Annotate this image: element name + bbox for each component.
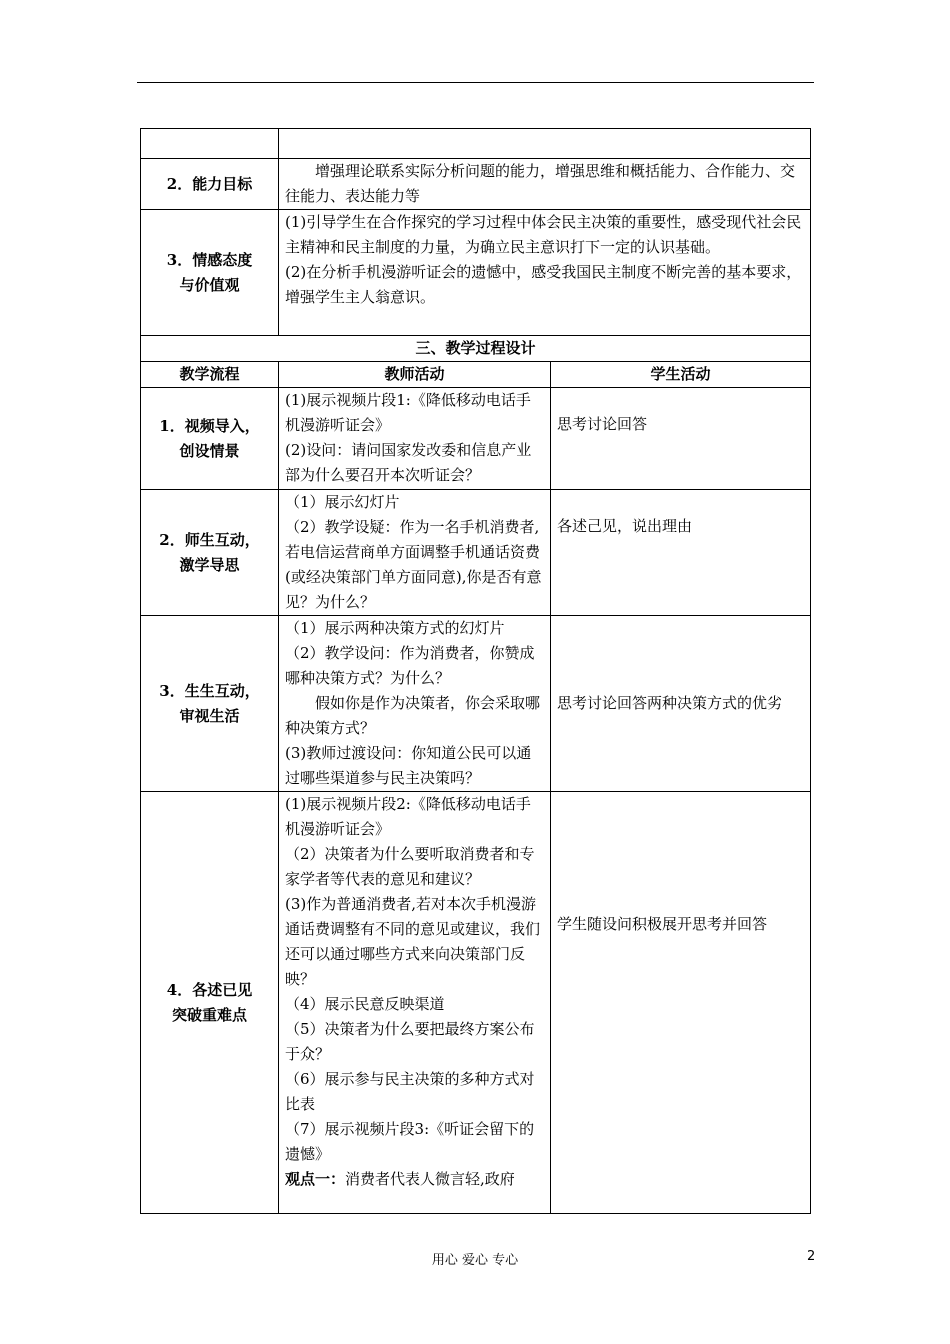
- header-student: 学生活动: [551, 362, 811, 388]
- table-header-row: [141, 362, 811, 388]
- section-title: 三、教学过程设计: [141, 336, 811, 362]
- empty-cell: [141, 129, 279, 159]
- table-row: [141, 129, 811, 159]
- viewpoint-text: 消费者代表人微言轻,政府: [345, 1170, 515, 1188]
- step-label: 2．师生互动， 激学导思: [141, 490, 279, 616]
- header-flow: 教学流程: [141, 362, 279, 388]
- header-rule: [137, 82, 814, 83]
- student-activity: 思考讨论回答两种决策方式的优劣: [551, 616, 811, 792]
- page-footer: 用心 爱心 专心: [431, 1253, 519, 1268]
- student-activity: 学生随设问积极展开思考并回答: [551, 792, 811, 1214]
- viewpoint-line: [285, 1167, 544, 1192]
- table-row: [141, 490, 811, 616]
- goal-label: 3．情感态度 与价值观: [141, 210, 279, 336]
- table-row: [141, 792, 811, 1214]
- header-teacher: 教师活动: [279, 362, 551, 388]
- table-row: [141, 210, 811, 336]
- table-row: [141, 159, 811, 210]
- page-number: 2: [807, 1249, 816, 1264]
- student-activity: 各述己见，说出理由: [551, 490, 811, 616]
- goal-content: (1)引导学生在合作探究的学习过程中体会民主决策的重要性，感受现代社会民主精神和民主制度的力量，为确立民主意识打下一定的认识基础。 (2)在分析手机漫游听证会的遗憾中，感受我国民主制度不断完善的基本要求，增强学生主人翁意识。: [279, 210, 811, 336]
- table-row: [141, 336, 811, 362]
- teacher-activity: （1）展示两种决策方式的幻灯片 （2）教学设问：作为消费者，你赞成哪种决策方式？为什么？ 假如你是作为决策者，你会采取哪种决策方式？ (3)教师过渡设问：你知道公民可以通过哪些渠道参与民主决策吗？: [279, 616, 551, 792]
- teacher-activity: (1)展示视频片段1:《降低移动电话手机漫游听证会》 (2)设问：请问国家发改委和信息产业部为什么要召开本次听证会？: [279, 388, 551, 490]
- step-label: 3．生生互动， 审视生活: [141, 616, 279, 792]
- goal-label: 2．能力目标: [141, 159, 279, 210]
- teacher-activity: （1）展示幻灯片 （2）教学设疑：作为一名手机消费者,若电信运营商单方面调整手机通话资费(或经决策部门单方面同意),你是否有意见？为什么？: [279, 490, 551, 616]
- goal-content: 增强理论联系实际分析问题的能力，增强思维和概括能力、合作能力、交往能力、表达能力等: [279, 159, 811, 210]
- step-label: 1．视频导入， 创设情景: [141, 388, 279, 490]
- teacher-activity: (1)展示视频片段2:《降低移动电话手机漫游听证会》 （2）决策者为什么要听取消费者和专家学者等代表的意见和建议？ (3)作为普通消费者,若对本次手机漫游通话费调整有不同的意见或建议，我们还可以通过哪些方式来向决策部门反映？ （4）展示民意反映渠道 （5）决策者为什么要把最终方案公布于众？ （6）展示参与民主决策的多种方式对比表 （7）展示视频片段3:《听证会留下的遗憾》 观点一：消费者代表人微言轻,政府: [279, 792, 551, 1214]
- student-activity: 思考讨论回答: [551, 388, 811, 490]
- step-label: 4．各述已见 突破重难点: [141, 792, 279, 1214]
- lesson-plan-table: [140, 128, 811, 1214]
- table-row: [141, 616, 811, 792]
- table-row: [141, 388, 811, 490]
- viewpoint-label: 观点一：: [285, 1170, 346, 1188]
- empty-cell: [279, 129, 811, 159]
